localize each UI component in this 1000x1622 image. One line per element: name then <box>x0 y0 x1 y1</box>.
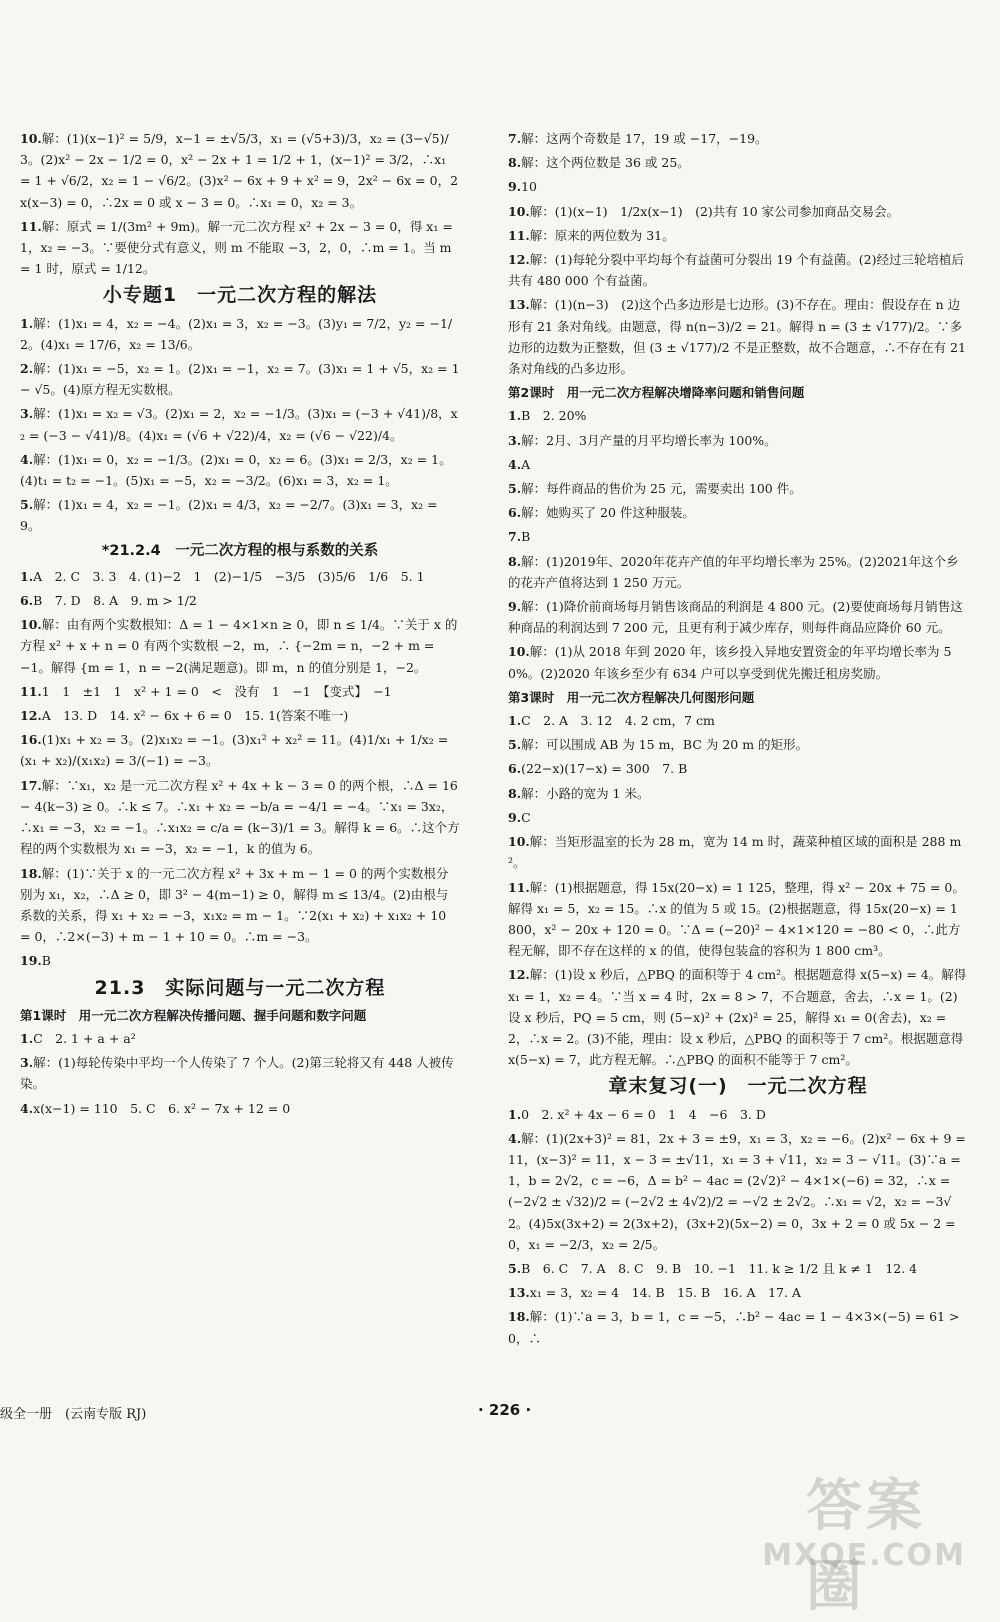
answer-item <box>508 201 968 222</box>
answer-text: 解：原式 = 1/(3m² + 9m)。解一元二次方程 x² + 2x − 3 = 0，得 x₁ = 1，x₂ = −3。∵要使分式有意义，则 m 不能取 −3，2，0，∴m = 1。当 m = 1 时，原式 = 1/12。 <box>20 218 453 277</box>
lesson-heading: 第2课时 用一元二次方程解决增降率问题和销售问题 <box>508 385 805 401</box>
answer-text: B 6. C 7. A 8. C 9. B 10. −1 11. k ≥ 1/2 且 k ≠ 1 12. 4 <box>521 1260 918 1276</box>
answer-text: C 2. 1 + a + a² <box>33 1030 136 1046</box>
answer-text: 解：(1)x₁ = 0，x₂ = −1/3。(2)x₁ = 0，x₂ = 6。(3)x₁ = 2/3，x₂ = 1。(4)t₁ = t₂ = −1。(5)x₁ = −5，x₂ = −3/2。(6)x₁ = 3，x₂ = 1。 <box>20 451 452 489</box>
answer-item <box>20 216 460 280</box>
answer-item <box>508 152 968 173</box>
question-number: 12. <box>508 252 530 268</box>
question-number: 8. <box>508 155 522 171</box>
answer-text: 解：2月、3月产量的月平均增长率为 100%。 <box>521 432 777 448</box>
answer-text: 解：当矩形温室的长为 28 m，宽为 14 m 时，蔬菜种植区域的面积是 288 m²。 <box>508 834 962 871</box>
question-number: 7. <box>508 131 522 146</box>
answer-text: 解：(1)(x−1)² = 5/9，x−1 = ±√5/3，x₁ = (√5+3)/3，x₂ = (3−√5)/3。(2)x² − 2x − 1/2 = 0，x² − 2x + 1 = 1/2 + 1，(x−1)² = 3/2，∴x₁ = 1 + √6/2，x₂ = 1 − √6/2。(3)x² − 6x + 9 + x² = 9，2x² − 6x = 0，2x(x−3) = 0，∴2x = 0 或 x − 3 = 0。∴x₁ = 0，x₂ = 3。 <box>20 131 459 210</box>
answer-item <box>20 590 460 611</box>
answer-text: 解：(1)∵关于 x 的一元二次方程 x² + 3x + m − 1 = 0 的两个实数根分别为 x₁，x₂，∴Δ ≥ 0，即 3² − 4(m−1) ≥ 0，解得 m ≤ 13/4。(2)由根与系数的关系，得 x₁ + x₂ = −3，x₁x₂ = m − 1。∵2(x₁ + x₂) + x₁x₂ + 10 = 0，∴2×(−3) + m − 1 + 10 = 0。∴m = −3。 <box>20 865 449 945</box>
question-number: 1. <box>508 1106 522 1122</box>
question-number: 7. <box>508 529 522 545</box>
answer-item <box>508 249 968 291</box>
answer-item <box>20 775 460 860</box>
answer-text: (22−x)(17−x) = 300 7. B <box>521 761 688 777</box>
question-number: 5. <box>508 481 522 497</box>
question-number: 6. <box>508 505 522 521</box>
answer-text: A 13. D 14. x² − 6x + 6 = 0 15. 1(答案不唯一) <box>41 708 349 724</box>
answer-item <box>508 526 968 547</box>
question-number: 13. <box>508 297 530 313</box>
answer-item <box>508 1104 968 1125</box>
question-number: 11. <box>508 879 530 895</box>
answer-text: 解：(1)(n−3) (2)这个凸多边形是七边形。(3)不存在。理由：假设存在 n 边形有 21 条对角线。由题意，得 n(n−3)/2 = 21。解得 n = (3 ± √177)/2。∵多边形的边数为正整数，但 (3 ± √177)/2 不是正整数，故不合题意，∴不存在有 21 条对角线的凸多边形。 <box>508 297 966 377</box>
question-number: 18. <box>508 1309 530 1325</box>
answer-item <box>20 494 460 536</box>
question-number: 1. <box>508 408 522 424</box>
answer-text: 解：∵x₁，x₂ 是一元二次方程 x² + 4x + k − 3 = 0 的两个根，∴Δ = 16 − 4(k−3) ≥ 0。∴k ≤ 7。∴x₁ + x₂ = −b/a = −4/1 = −4。∵x₁ = 3x₂，∴x₁ = −3，x₂ = −1。∴x₁x₂ = c/a = (k−3)/1 = 3。解得 k = 6。∴这个方程的两个实数根为 x₁ = −3，x₂ = −1，k 的值为 6。 <box>20 777 460 857</box>
answer-text: A <box>521 456 531 472</box>
question-number: 10. <box>508 644 530 660</box>
answer-item <box>508 758 968 779</box>
answer-item <box>20 566 460 587</box>
answer-item <box>508 783 968 804</box>
answer-text: A 2. C 3. 3 4. (1)−2 1 (2)−1/5 −3/5 (3)5/6 1/6 5. 1 <box>33 568 425 584</box>
question-number: 5. <box>508 1260 522 1276</box>
answer-text: x(x−1) = 110 5. C 6. x² − 7x + 12 = 0 <box>33 1100 291 1116</box>
answer-text: (1)x₁ + x₂ = 3。(2)x₁x₂ = −1。(3)x₁² + x₂² = 11。(4)1/x₁ + 1/x₂ = (x₁ + x₂)/(x₁x₂) = 3/(−1) = −3。 <box>20 732 449 769</box>
question-number: 11. <box>20 218 42 234</box>
answer-item <box>508 1306 968 1348</box>
question-number: 3. <box>508 432 522 448</box>
answer-text: B 2. 20% <box>521 408 587 424</box>
answer-item <box>508 1258 968 1279</box>
answer-item <box>20 313 460 355</box>
question-number: 3. <box>20 1055 34 1071</box>
question-number: 6. <box>20 593 34 609</box>
answer-text: 解：这两个奇数是 17，19 或 −17，−19。 <box>521 131 768 146</box>
answer-item <box>20 863 460 948</box>
question-number: 18. <box>20 865 42 881</box>
answer-item <box>508 807 968 828</box>
answer-text: 解：这个两位数是 36 或 25。 <box>521 155 690 171</box>
answer-text: 解：(1)x₁ = 4，x₂ = −1。(2)x₁ = 4/3，x₂ = −2/7。(3)x₁ = 3，x₂ = 9。 <box>20 497 438 534</box>
answer-text: 0 2. x² + 4x − 6 = 0 1 4 −6 3. D <box>521 1106 766 1122</box>
answer-item <box>20 1098 460 1119</box>
answer-text: 解：可以围成 AB 为 15 m，BC 为 20 m 的矩形。 <box>521 737 809 753</box>
subsection-heading: *21.2.4 一元二次方程的根与系数的关系 <box>101 542 379 559</box>
answer-text: 解：(1)∵a = 3，b = 1，c = −5，∴b² − 4ac = 1 − 4×3×(−5) = 61 > 0，∴ <box>508 1309 960 1346</box>
question-number: 4. <box>20 1100 34 1116</box>
question-number: 10. <box>20 617 42 633</box>
answer-text: 解：(1)(x−1) 1/2x(x−1) (2)共有 10 家公司参加商品交易会。 <box>529 203 900 219</box>
answer-item <box>20 358 460 400</box>
answer-item <box>508 128 968 149</box>
answer-item <box>508 877 968 962</box>
answer-text: 解：每件商品的售价为 25 元，需要卖出 100 件。 <box>521 481 802 497</box>
question-number: 17. <box>20 777 42 793</box>
section-heading: 21.3 实际问题与一元二次方程 <box>94 976 386 999</box>
page-number: · 226 · <box>478 1401 532 1419</box>
left-column <box>20 128 460 1122</box>
question-number: 13. <box>508 1285 530 1301</box>
answer-text: C 2. A 3. 12 4. 2 cm，7 cm <box>521 713 715 729</box>
answer-item <box>508 405 968 426</box>
section-heading: 小专题1 一元二次方程的解法 <box>102 284 378 307</box>
answer-text: 解：(1)每轮传染中平均一个人传染了 7 个人。(2)第三轮将又有 448 人被传染。 <box>20 1055 454 1092</box>
answer-item <box>20 950 460 971</box>
question-number: 1. <box>20 568 34 584</box>
answer-text: 解：(1)2019年、2020年花卉产值的年平均增长率为 25%。(2)2021年这个乡的花卉产值将达到 1 250 万元。 <box>508 553 959 590</box>
watermark-logo <box>762 1462 976 1619</box>
question-number: 16. <box>20 732 42 748</box>
answer-item <box>508 1282 968 1303</box>
question-number: 9. <box>508 809 522 825</box>
answer-text: 10 <box>521 179 537 195</box>
answer-item <box>20 403 460 445</box>
question-number: 12. <box>508 967 530 983</box>
answer-item <box>508 596 968 638</box>
answer-text: B 7. D 8. A 9. m > 1/2 <box>33 593 197 609</box>
answer-item <box>508 710 968 731</box>
answer-item <box>508 1128 968 1255</box>
lesson-heading: 第1课时 用一元二次方程解决传播问题、握手问题和数字问题 <box>20 1007 367 1023</box>
question-number: 9. <box>508 599 522 615</box>
answer-text: 解：她购买了 20 件这种服装。 <box>521 505 695 521</box>
answer-item <box>508 551 968 593</box>
answer-item <box>20 1052 460 1094</box>
question-number: 19. <box>20 953 42 969</box>
answer-text: 解：小路的宽为 1 米。 <box>521 785 650 801</box>
answer-text: 解：(1)设 x 秒后，△PBQ 的面积等于 4 cm²。根据题意得 x(5−x) = 4。解得 x₁ = 1，x₂ = 4。∵当 x = 4 时，2x = 8 > 7，不合题意，舍去，∴x = 1。(2)设 x 秒后，PQ = 5 cm，则 (5−x)² + (2x)² = 25，解得 x₁ = 0(舍去)，x₂ = 2，∴x = 2。(3)不能，理由：设 x 秒后，△PBQ 的面积等于 7 cm²。根据题意得 x(5−x) = 7，此方程无解。∴△PBQ 的面积不能等于 7 cm²。 <box>508 967 967 1068</box>
answer-item <box>508 734 968 755</box>
answer-item <box>20 449 460 491</box>
question-number: 3. <box>20 406 34 422</box>
question-number: 10. <box>508 203 530 219</box>
answer-text: 解：(1)(2x+3)² = 81，2x + 3 = ±9，x₁ = 3，x₂ = −6。(2)x² − 6x + 9 = 11，(x−3)² = 11，x − 3 = ±√11，x₁ = 3 + √11，x₂ = 3 − √11。(3)∵a = 1，b = 2√2，c = −6，Δ = b² − 4ac = (2√2)² − 4×1×(−6) = 32，∴x = (−2√2 ± √32)/2 = (−2√2 ± 4√2)/2 = −√2 ± 2√2。∴x₁ = √2，x₂ = −3√2。(4)5x(3x+2) = 2(3x+2)，(3x+2)(5x−2) = 0，3x + 2 = 0 或 5x − 2 = 0，x₁ = −2/3，x₂ = 2/5。 <box>508 1130 966 1252</box>
question-number: 10. <box>508 834 530 850</box>
right-column <box>508 128 968 1352</box>
answer-text: 解：(1)x₁ = −5，x₂ = 1。(2)x₁ = −1，x₂ = 7。(3)x₁ = 1 + √5，x₂ = 1 − √5。(4)原方程无实数根。 <box>20 361 460 398</box>
answer-text: C <box>521 809 531 825</box>
answer-item <box>508 225 968 246</box>
answer-item <box>508 831 968 873</box>
answer-item <box>20 705 460 726</box>
question-number: 9. <box>508 179 522 195</box>
answer-text: 解：原来的两位数为 31。 <box>529 227 675 243</box>
answer-item <box>508 641 968 683</box>
answer-item <box>508 454 968 475</box>
question-number: 2. <box>20 361 34 377</box>
watermark-url: MXQE.COM <box>762 1538 966 1573</box>
answer-text: B <box>521 529 531 545</box>
answer-text: 解：由有两个实数根知：Δ = 1 − 4×1×n ≥ 0，即 n ≤ 1/4。∵关于 x 的方程 x² + x + n = 0 有两个实数根 −2，m，∴ {−2m = n，−2 + m = −1。解得 {m = 1，n = −2(满足题意)。即 m，n 的值分别是 1，−2。 <box>20 617 458 675</box>
question-number: 8. <box>508 553 522 569</box>
question-number: 4. <box>508 456 522 472</box>
answer-item <box>20 128 460 213</box>
answer-item <box>508 478 968 499</box>
answer-text: 解：(1)x₁ = 4，x₂ = −4。(2)x₁ = 3，x₂ = −3。(3)y₁ = 7/2，y₂ = −1/2。(4)x₁ = 17/6，x₂ = 13/6。 <box>20 315 453 352</box>
answer-text: 解：(1)根据题意，得 15x(20−x) = 1 125，整理，得 x² − 20x + 75 = 0。解得 x₁ = 5，x₂ = 15。∴x 的值为 5 或 15。(2)根据题意，得 15x(20−x) = 1 800，x² − 20x + 120 = 0。∵Δ = (−20)² − 4×1×120 = −80 < 0，∴此方程无解，即不存在这样的 x 的值，使得包装盒的容积为 1 800 cm³。 <box>508 879 965 959</box>
answer-text: 解：(1)从 2018 年到 2020 年，该乡投入异地安置资金的年平均增长率为 50%。(2)2020 年该乡至少有 634 户可以享受到优先搬迁租房奖励。 <box>508 644 952 681</box>
answer-text: 解：(1)降价前商场每月销售该商品的利润是 4 800 元。(2)要使商场每月销售这种商品的利润达到 7 200 元，且更有利于减少库存，则每件商品应降价 60 元。 <box>508 599 963 636</box>
answer-item <box>508 430 968 451</box>
question-number: 4. <box>508 1130 522 1146</box>
question-number: 11. <box>508 227 530 243</box>
question-number: 1. <box>508 713 522 729</box>
section-heading: 章末复习(一) 一元二次方程 <box>608 1075 868 1098</box>
question-number: 6. <box>508 761 522 777</box>
answer-item <box>20 681 460 702</box>
footer-book-info: 级全一册 (云南专版 RJ) <box>0 1407 147 1422</box>
question-number: 5. <box>508 737 522 753</box>
question-number: 12. <box>20 708 42 724</box>
answer-text: 解：(1)x₁ = x₂ = √3。(2)x₁ = 2，x₂ = −1/3。(3)x₁ = (−3 + √41)/8，x₂ = (−3 − √41)/8。(4)x₁ = (√6 + √22)/4，x₂ = (√6 − √22)/4。 <box>20 406 458 443</box>
question-number: 11. <box>20 683 42 699</box>
question-number: 8. <box>508 785 522 801</box>
question-number: 10. <box>20 131 42 146</box>
answer-text: 解：(1)每轮分裂中平均每个有益菌可分裂出 19 个有益菌。(2)经过三轮培植后共有 480 000 个有益菌。 <box>508 252 965 289</box>
question-number: 1. <box>20 1030 34 1046</box>
answer-item <box>20 614 460 678</box>
answer-item <box>508 176 968 197</box>
answer-text: B <box>41 953 51 969</box>
question-number: 5. <box>20 497 34 513</box>
answer-item <box>20 729 460 771</box>
answer-text: 1 1 ±1 1 x² + 1 = 0 < 没有 1 −1 【变式】 −1 <box>41 683 392 699</box>
answer-text: x₁ = 3，x₂ = 4 14. B 15. B 16. A 17. A <box>529 1285 801 1301</box>
answer-item <box>508 294 968 379</box>
lesson-heading: 第3课时 用一元二次方程解决几何图形问题 <box>508 689 755 705</box>
answer-item <box>508 964 968 1070</box>
question-number: 4. <box>20 451 34 467</box>
answer-item <box>508 502 968 523</box>
question-number: 1. <box>20 315 34 331</box>
watermark-text: 答案圈 <box>806 1474 926 1619</box>
answer-item <box>20 1028 460 1049</box>
